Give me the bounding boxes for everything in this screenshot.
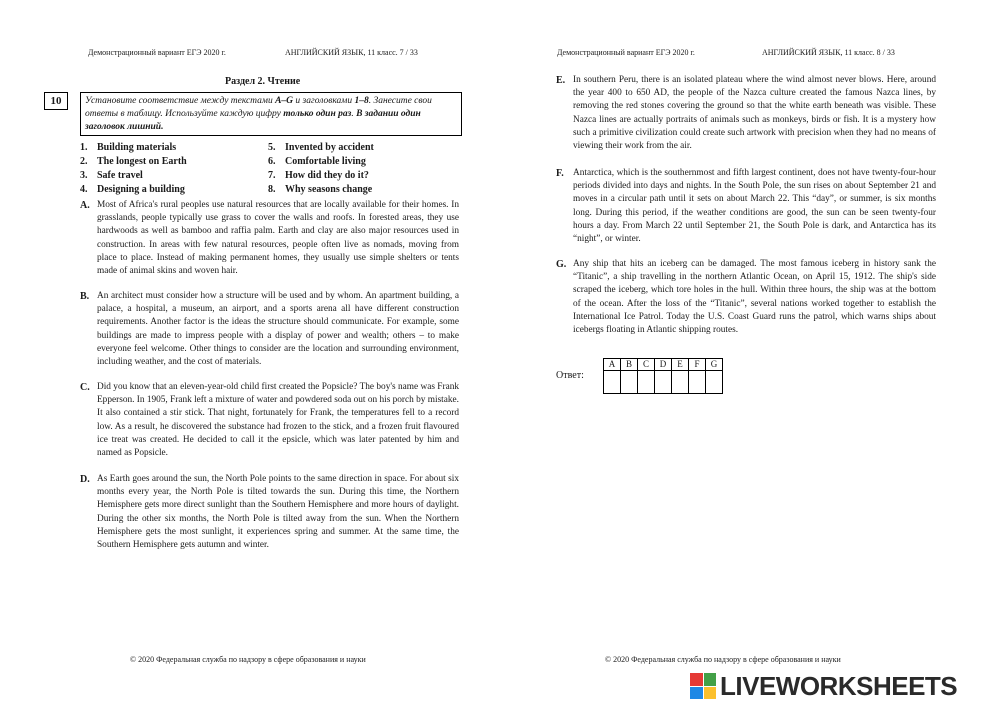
answer-letter: D	[655, 359, 672, 371]
logo-tile	[690, 673, 703, 686]
header-left-page2: Демонстрационный вариант ЕГЭ 2020 г.	[557, 48, 695, 57]
answer-cell-c[interactable]	[638, 371, 655, 394]
passage-a	[80, 199, 459, 278]
answer-cell-e[interactable]	[672, 371, 689, 394]
passage-text: Did you know that an eleven-year-old child first created the Popsicle? The boy's name was Frank Epperson. In 1905, Frank left a mixture of water and powdered soda out on his porch by mistake. It also contained a stir stick. That night, fortunately for Frank, the temperatures fell to a record low. As a result, he discovered the substance had frozen to the stick, and a frozen fruit flavoured ice treat was created. He decided to call it the epsicle, which was later patented by him and named as Popsicle.	[97, 382, 459, 459]
footer-right: © 2020 Федеральная служба по надзору в сфере образования и науки	[605, 655, 841, 664]
answer-cell-b[interactable]	[621, 371, 638, 394]
answer-letters-row	[604, 359, 723, 371]
passage-text: As Earth goes around the sun, the North Pole points to the same direction in space. For about six months every year, the North Pole is tilted towards the sun. During this time, the Northern Hemisphere gets more direct sunlight than the Southern Hemisphere and more hours of daylight. During the other six months, the North Pole is tilted away from the sun. When the Northern Hemisphere gets the most sunlight, it experiences spring and summer. At the same time, the Southern Hemisphere gets autumn and winter.	[97, 474, 459, 551]
task-number: 10	[44, 92, 68, 110]
logo-tile	[704, 673, 717, 686]
heading-8: 8. Why seasons change	[268, 184, 373, 195]
passage-text: Most of Africa's rural peoples use natural resources that are locally available for their homes. In grasslands, people typically use grass to cover the walls and roofs. In forested areas, they use hardwoods as well as bamboo and raffia palm. Earth and clay are also major resources used in construction. In areas with few natural resources, people often live as nomads, moving from place to place. Instead of making permanent homes, they usually use simple shelters or tents made of animal skins and woven hair.	[97, 200, 459, 277]
passage-letter: B.	[80, 291, 90, 302]
section-title: Раздел 2. Чтение	[225, 76, 301, 87]
passage-letter: D.	[80, 474, 90, 485]
header-right: АНГЛИЙСКИЙ ЯЗЫК, 11 класс. 7 / 33	[285, 48, 418, 57]
passage-text: Antarctica, which is the southernmost and fifth largest continent, does not have twenty-four-hour periods divided into days and nights. In the South Pole, the sun rises on about September 21 and moves in a circular path until it sets on about March 22. This “day”, or summer, is six months long. During this period, if the weather conditions are good, the sun can be seen twenty-four hours a day. From March 22 until September 21, the South Pole is dark, and Antarctica has its “night”, or winter.	[573, 168, 936, 245]
answer-letter: B	[621, 359, 638, 371]
answer-label: Ответ:	[556, 370, 584, 381]
passage-letter: G.	[556, 259, 567, 270]
answer-cell-f[interactable]	[689, 371, 706, 394]
heading-1: 1. Building materials	[80, 142, 177, 153]
answer-input-row	[604, 371, 723, 394]
task-instruction: Установите соответствие между текстами A–G и заголовками 1–8. Занесите свои ответы в таблицу. Используйте каждую цифру только один раз. В задании один заголовок лишний.	[80, 92, 462, 136]
answer-letter: F	[689, 359, 706, 371]
passage-letter: E.	[556, 75, 566, 86]
passage-e	[556, 74, 936, 153]
footer-left: © 2020 Федеральная служба по надзору в сфере образования и науки	[130, 655, 366, 664]
answer-table	[603, 358, 723, 394]
passage-text: An architect must consider how a structure will be used and by whom. An apartment building, a palace, a hospital, a museum, an airport, and a sports arena all have different construction requirements. Another factor is the ideas the structure should communicate. For example, some buildings are made to impress people with a display of power and wealth; others – to make everyone feel welcome. Other things to consider are the location and surrounding environment, including weather, and the cost of materials.	[97, 291, 459, 368]
passage-letter: F.	[556, 168, 564, 179]
heading-2: 2. The longest on Earth	[80, 156, 187, 167]
answer-letter: G	[706, 359, 723, 371]
passage-letter: A.	[80, 200, 90, 211]
heading-3: 3. Safe travel	[80, 170, 143, 181]
answer-cell-d[interactable]	[655, 371, 672, 394]
heading-6: 6. Comfortable living	[268, 156, 366, 167]
heading-7: 7. How did they do it?	[268, 170, 369, 181]
heading-4: 4. Designing a building	[80, 184, 185, 195]
logo-tile-icon	[690, 673, 716, 699]
heading-5: 5. Invented by accident	[268, 142, 374, 153]
passage-f	[556, 167, 936, 246]
passage-letter: C.	[80, 382, 90, 393]
passage-d	[80, 473, 459, 552]
logo-tile	[704, 687, 717, 700]
passage-c	[80, 381, 459, 460]
answer-letter: C	[638, 359, 655, 371]
header-right-page2: АНГЛИЙСКИЙ ЯЗЫК, 11 класс. 8 / 33	[762, 48, 895, 57]
logo-tile	[690, 687, 703, 700]
answer-letter: A	[604, 359, 621, 371]
answer-cell-a[interactable]	[604, 371, 621, 394]
answer-letter: E	[672, 359, 689, 371]
logo-text: LIVEWORKSHEETS	[720, 670, 958, 701]
answer-cell-g[interactable]	[706, 371, 723, 394]
passage-b	[80, 290, 459, 369]
header-left: Демонстрационный вариант ЕГЭ 2020 г.	[88, 48, 226, 57]
liveworksheets-logo	[690, 670, 958, 701]
passage-g	[556, 258, 936, 337]
passage-text: Any ship that hits an iceberg can be damaged. The most famous iceberg in history sank the “Titanic”, a ship travelling in the northern Atlantic Ocean, on April 15, 1912. The ship's side scraped the iceberg, which tore holes in the hull. Within three hours, the ship was at the bottom of the ocean. After the loss of the “Titanic”, several nations worked together to establish the International Ice Patrol. Today the U.S. Coast Guard runs the patrol, which warns ships about icebergs floating in Atlantic shipping routes.	[573, 259, 936, 336]
passage-text: In southern Peru, there is an isolated plateau where the wind almost never blows. Here, around the year 400 to 650 AD, the people of the Nazca culture created the famous Nazca lines, by removing the red stones covering the ground so that the white earth beneath was visible. These Nazca lines are actually portraits of animals such as monkeys, birds or fish. It is a mystery how such a primitive civilization could create such artwork with precision when they had no means of viewing their work from the air.	[573, 75, 936, 152]
